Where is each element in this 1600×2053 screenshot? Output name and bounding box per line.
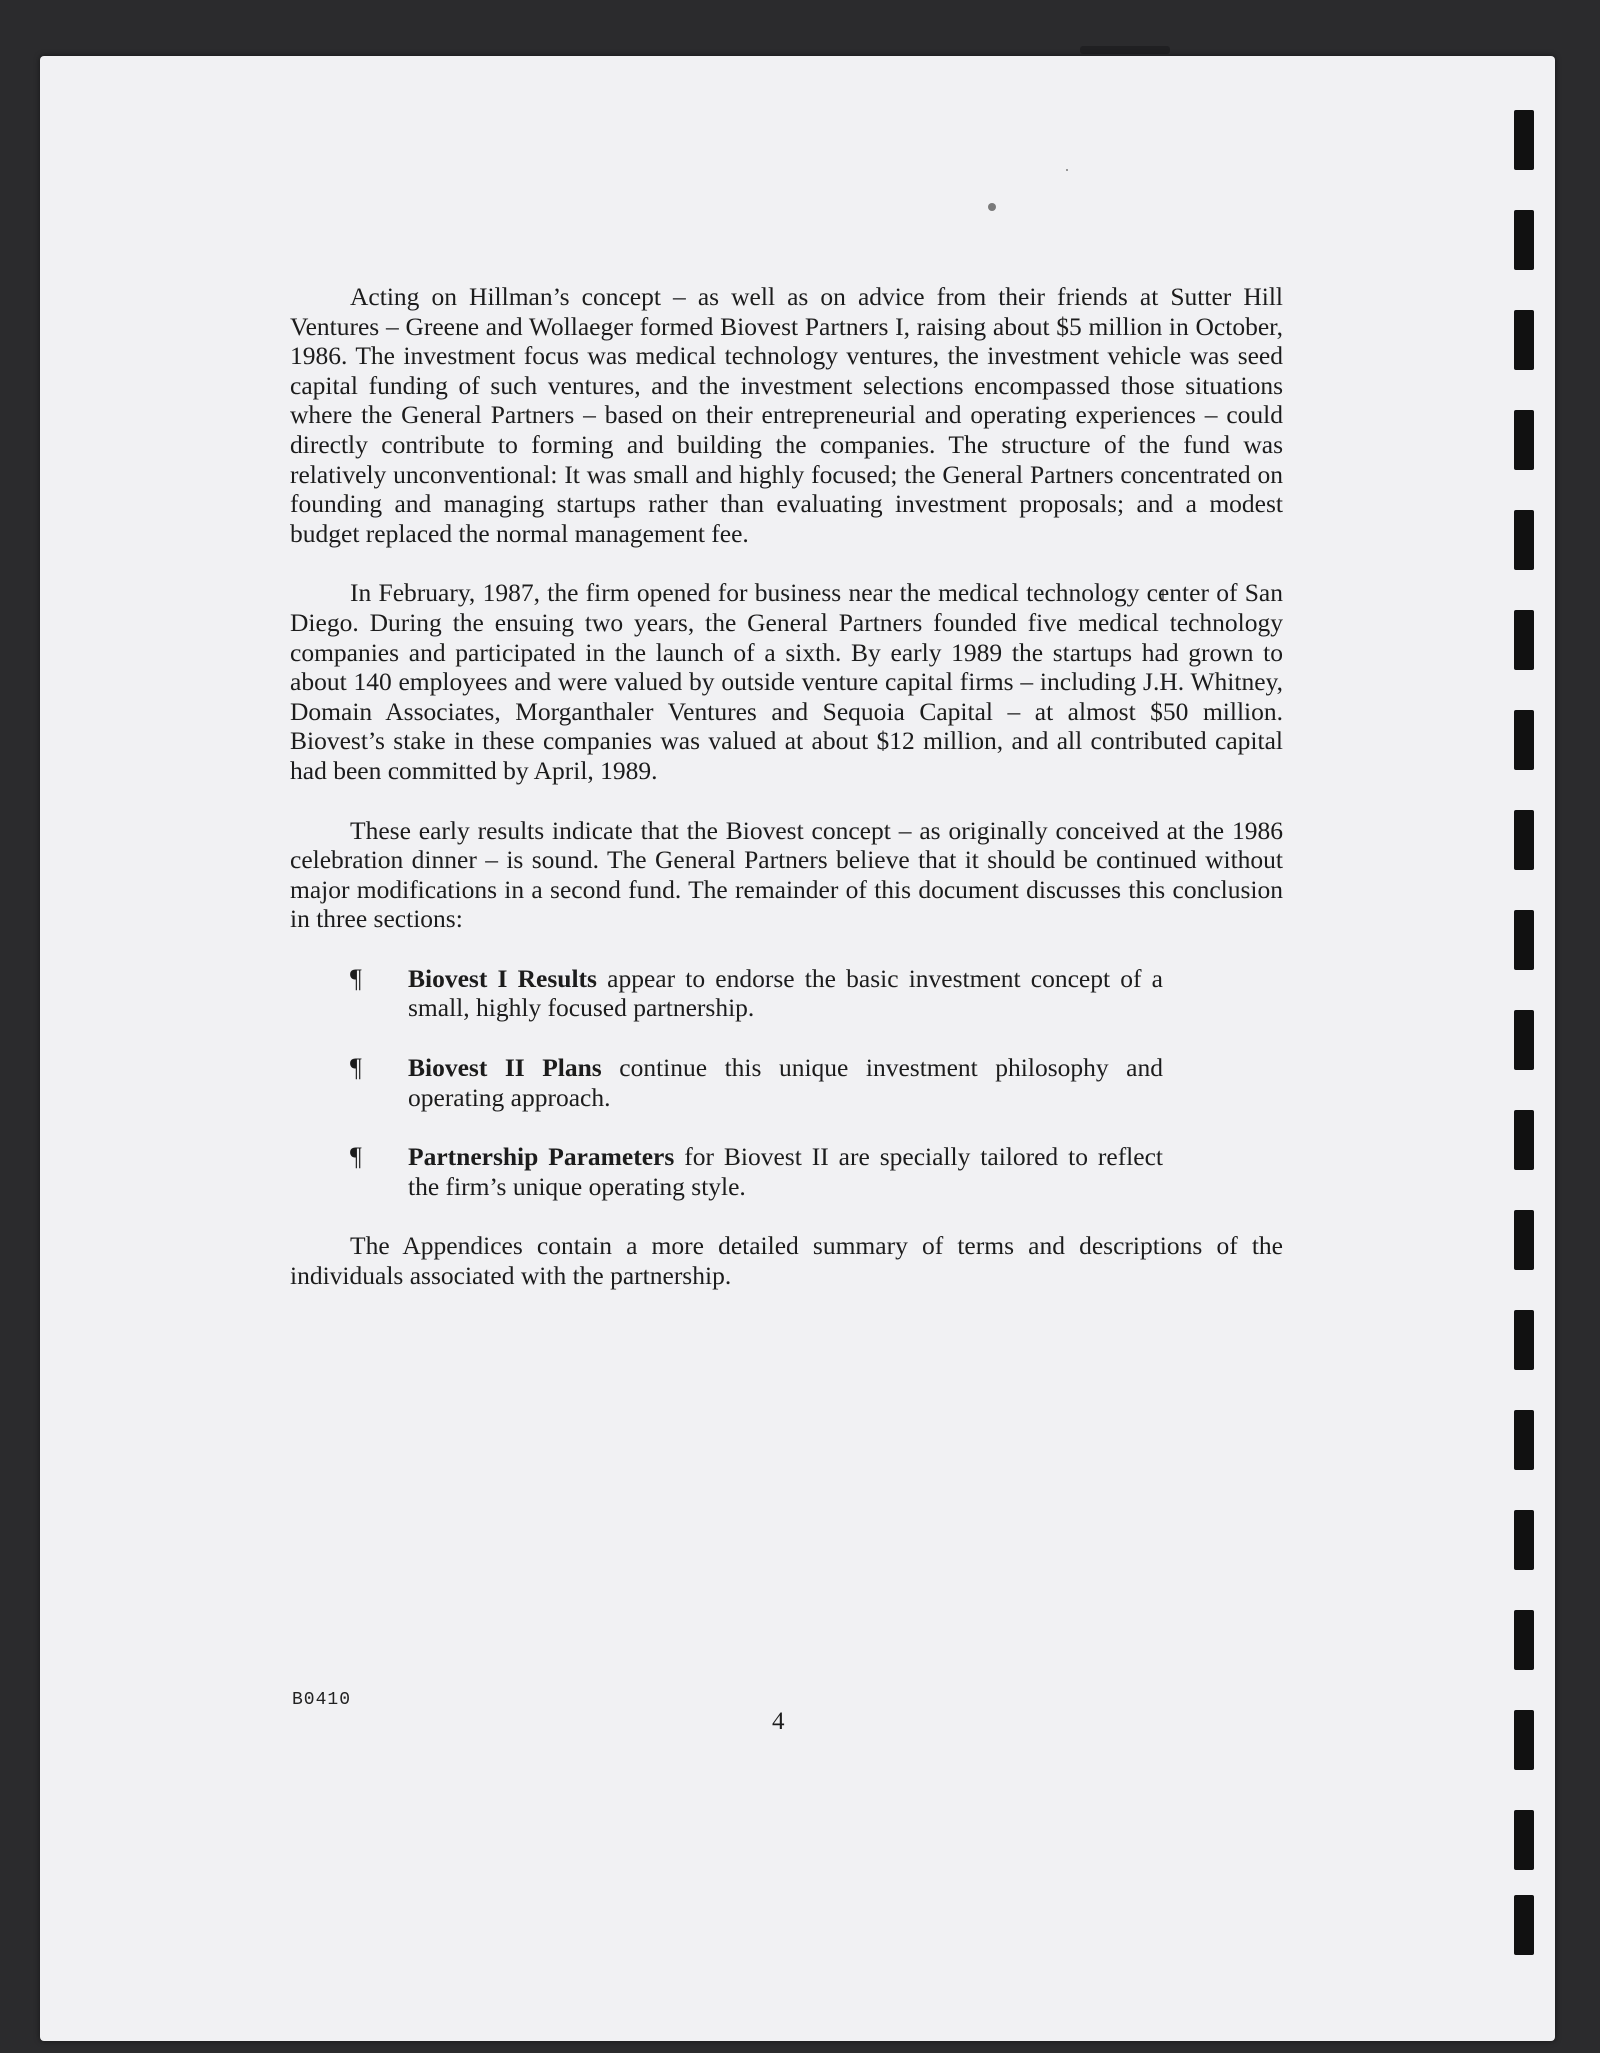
pilcrow-icon: ¶ — [350, 1053, 362, 1083]
body-text — [290, 282, 1283, 1321]
paragraph: These early results indicate that the Biovest concept – as originally conceived at the 1986 celebration dinner – is sound. The General Partners believe that it should be continued without major modifications in a second fund. The remainder of this document discusses this conclusion in three sections: — [290, 815, 1283, 934]
binding-hole — [1514, 1210, 1534, 1270]
binding-hole — [1514, 110, 1534, 170]
pilcrow-icon: ¶ — [350, 1142, 362, 1172]
binding-hole — [1514, 1810, 1534, 1870]
binding-hole — [1514, 310, 1534, 370]
list-item-heading: Partnership Parameters — [408, 1142, 675, 1172]
list-item — [290, 1053, 1163, 1112]
binding-hole — [1514, 610, 1534, 670]
paper-speck — [1066, 169, 1068, 171]
binding-hole — [1514, 710, 1534, 770]
paper-speck — [988, 203, 996, 211]
paragraph: In February, 1987, the firm opened for business near the medical technology center of San Diego. During the ensuing two years, the General Partners founded five medical technology companies and participated in the launch of a sixth. By early 1989 the startups had grown to about 140 employees and were valued by outside venture capital firms – including J.H. Whitney, Domain Associates, Morganthaler Ventures and Sequoia Capital – at almost $50 million. Biovest’s stake in these companies was valued at about $12 million, and all contributed capital had been committed by April, 1989. — [290, 578, 1283, 785]
binding-hole — [1514, 410, 1534, 470]
list-item-text: appear to endorse the basic investment concept of a small, highly focused partnership. — [408, 963, 1163, 1023]
binding-hole — [1514, 1710, 1534, 1770]
section-list — [290, 964, 1283, 1202]
binding-hole — [1514, 1610, 1534, 1670]
list-item — [290, 964, 1163, 1023]
binding-hole — [1514, 1410, 1534, 1470]
page-number: 4 — [772, 1708, 785, 1735]
list-item-heading: Biovest II Plans — [408, 1053, 602, 1083]
pilcrow-icon: ¶ — [350, 963, 362, 993]
background-scuff — [1080, 46, 1170, 54]
binding-hole — [1514, 1010, 1534, 1070]
list-item-text: continue this unique investment philosophy and operating approach. — [408, 1053, 1163, 1112]
binding-hole — [1514, 910, 1534, 970]
binding-holes — [1514, 110, 1534, 1960]
list-item-text: for Biovest II are specially tailored to reflect the firm’s unique operating style. — [408, 1142, 1163, 1201]
paragraph: Acting on Hillman’s concept – as well as on advice from their friends at Sutter Hill Ventures – Greene and Wollaeger formed Biovest Partners I, raising about $5 million in October, 1986. The investment focus was medical technology ventures, the investment vehicle was seed capital funding of such ventures, and the investment selections encompassed those situations where the General Partners – based on their entrepreneurial and operating experiences – could directly contribute to forming and building the companies. The structure of the fund was relatively unconventional: It was small and highly focused; the General Partners concentrated on founding and managing startups rather than evaluating investment proposals; and a modest budget replaced the normal management fee. — [290, 282, 1283, 548]
binding-hole — [1514, 510, 1534, 570]
document-code: B0410 — [292, 1690, 352, 1710]
closing-paragraph: The Appendices contain a more detailed summary of terms and descriptions of the individuals associated with the partnership. — [290, 1231, 1283, 1291]
binding-hole — [1514, 1110, 1534, 1170]
binding-hole — [1514, 1310, 1534, 1370]
list-item — [290, 1142, 1163, 1201]
list-item-heading: Biovest I Results — [408, 963, 597, 993]
binding-hole — [1514, 1895, 1534, 1955]
binding-hole — [1514, 810, 1534, 870]
binding-hole — [1514, 1510, 1534, 1570]
binding-hole — [1514, 210, 1534, 270]
